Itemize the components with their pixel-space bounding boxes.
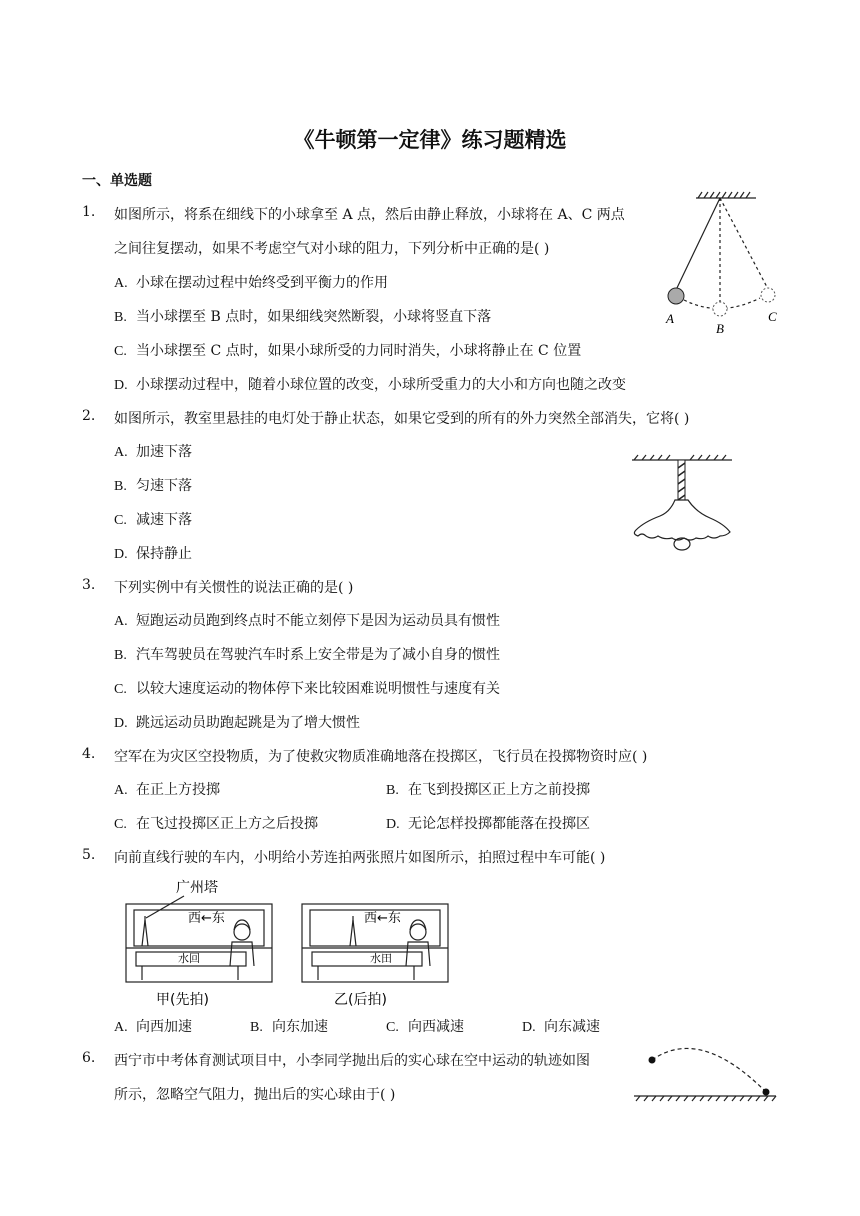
photo-caption-1: 甲(先拍) bbox=[156, 992, 209, 1008]
question-1-number: 1. bbox=[82, 204, 96, 220]
question-2-option-b: B. 匀速下落 bbox=[114, 478, 192, 494]
question-5-option-b: B. 向东加速 bbox=[250, 1019, 328, 1035]
question-2-option-c: C. 减速下落 bbox=[114, 512, 192, 528]
question-1-line-2: 之间往复摆动，如果不考虑空气对小球的阻力，下列分析中正确的是( ) bbox=[114, 241, 550, 257]
question-3-number: 3. bbox=[82, 577, 96, 593]
question-1-option-a: A. 小球在摆动过程中始终受到平衡力的作用 bbox=[114, 275, 388, 291]
question-5-option-d: D. 向东减速 bbox=[522, 1019, 600, 1035]
question-2-line-1: 如图所示，教室里悬挂的电灯处于静止状态，如果它受到的所有的外力突然全部消失，它将( ) bbox=[114, 411, 690, 427]
question-4-number: 4. bbox=[82, 746, 96, 762]
question-5-line-1: 向前直线行驶的车内，小明给小芳连拍两张照片如图所示，拍照过程中车可能( ) bbox=[114, 850, 606, 866]
tower-label: 广州塔 bbox=[176, 880, 218, 896]
bus-photos-figure bbox=[120, 876, 460, 1010]
trajectory-figure bbox=[630, 1038, 780, 1104]
question-5-number: 5. bbox=[82, 847, 96, 863]
question-3-line-1: 下列实例中有关惯性的说法正确的是( ) bbox=[114, 580, 354, 596]
question-6-number: 6. bbox=[82, 1050, 96, 1066]
photo-caption-2: 乙(后拍) bbox=[334, 992, 387, 1008]
question-4-option-d: D. 无论怎样投掷都能落在投掷区 bbox=[386, 816, 590, 832]
direction-label-2: 西←东 bbox=[364, 911, 401, 926]
question-3-option-a: A. 短跑运动员跑到终点时不能立刻停下是因为运动员具有惯性 bbox=[114, 613, 500, 629]
question-1-option-b: B. 当小球摆至 B 点时，如果细线突然断裂，小球将竖直下落 bbox=[114, 309, 492, 325]
label-c: C bbox=[768, 309, 777, 324]
question-4-option-c: C. 在飞过投掷区正上方之后投掷 bbox=[114, 816, 318, 832]
question-3-option-c: C. 以较大速度运动的物体停下来比较困难说明惯性与速度有关 bbox=[114, 681, 500, 697]
section-heading: 一、单选题 bbox=[82, 173, 152, 189]
question-1-option-d: D. 小球摆动过程中，随着小球位置的改变，小球所受重力的大小和方向也随之改变 bbox=[114, 377, 626, 393]
question-3-option-d: D. 跳远运动员助跑起跳是为了增大惯性 bbox=[114, 715, 360, 731]
question-1-option-c: C. 当小球摆至 C 点时，如果小球所受的力同时消失，小球将静止在 C 位置 bbox=[114, 343, 582, 359]
question-4-option-b: B. 在飞到投掷区正上方之前投掷 bbox=[386, 782, 590, 798]
cup-label-1: 水回 bbox=[178, 952, 200, 965]
question-2-option-d: D. 保持静止 bbox=[114, 546, 192, 562]
direction-label-1: 西←东 bbox=[188, 911, 225, 926]
question-4-option-a: A. 在正上方投掷 bbox=[114, 782, 220, 798]
lamp-figure bbox=[628, 452, 738, 557]
label-b: B bbox=[716, 321, 724, 336]
question-2-number: 2. bbox=[82, 408, 96, 424]
question-1-line-1: 如图所示，将系在细线下的小球拿至 A 点，然后由静止释放，小球将在 A、C 两点 bbox=[114, 207, 625, 223]
question-5-option-c: C. 向西减速 bbox=[386, 1019, 464, 1035]
question-2-option-a: A. 加速下落 bbox=[114, 444, 192, 460]
pendulum-figure bbox=[660, 190, 785, 340]
question-6-line-1: 西宁市中考体育测试项目中，小李同学抛出后的实心球在空中运动的轨迹如图 bbox=[114, 1053, 590, 1069]
question-3-option-b: B. 汽车驾驶员在驾驶汽车时系上安全带是为了减小自身的惯性 bbox=[114, 647, 500, 663]
label-a: A bbox=[666, 311, 674, 326]
question-5-option-a: A. 向西加速 bbox=[114, 1019, 192, 1035]
page-title: 《牛顿第一定律》练习题精选 bbox=[293, 128, 567, 152]
cup-label-2: 水田 bbox=[370, 952, 392, 965]
question-4-line-1: 空军在为灾区空投物质，为了使救灾物质准确地落在投掷区，飞行员在投掷物资时应( ) bbox=[114, 749, 648, 765]
question-6-line-2: 所示，忽略空气阻力，抛出后的实心球由于( ) bbox=[114, 1087, 396, 1103]
